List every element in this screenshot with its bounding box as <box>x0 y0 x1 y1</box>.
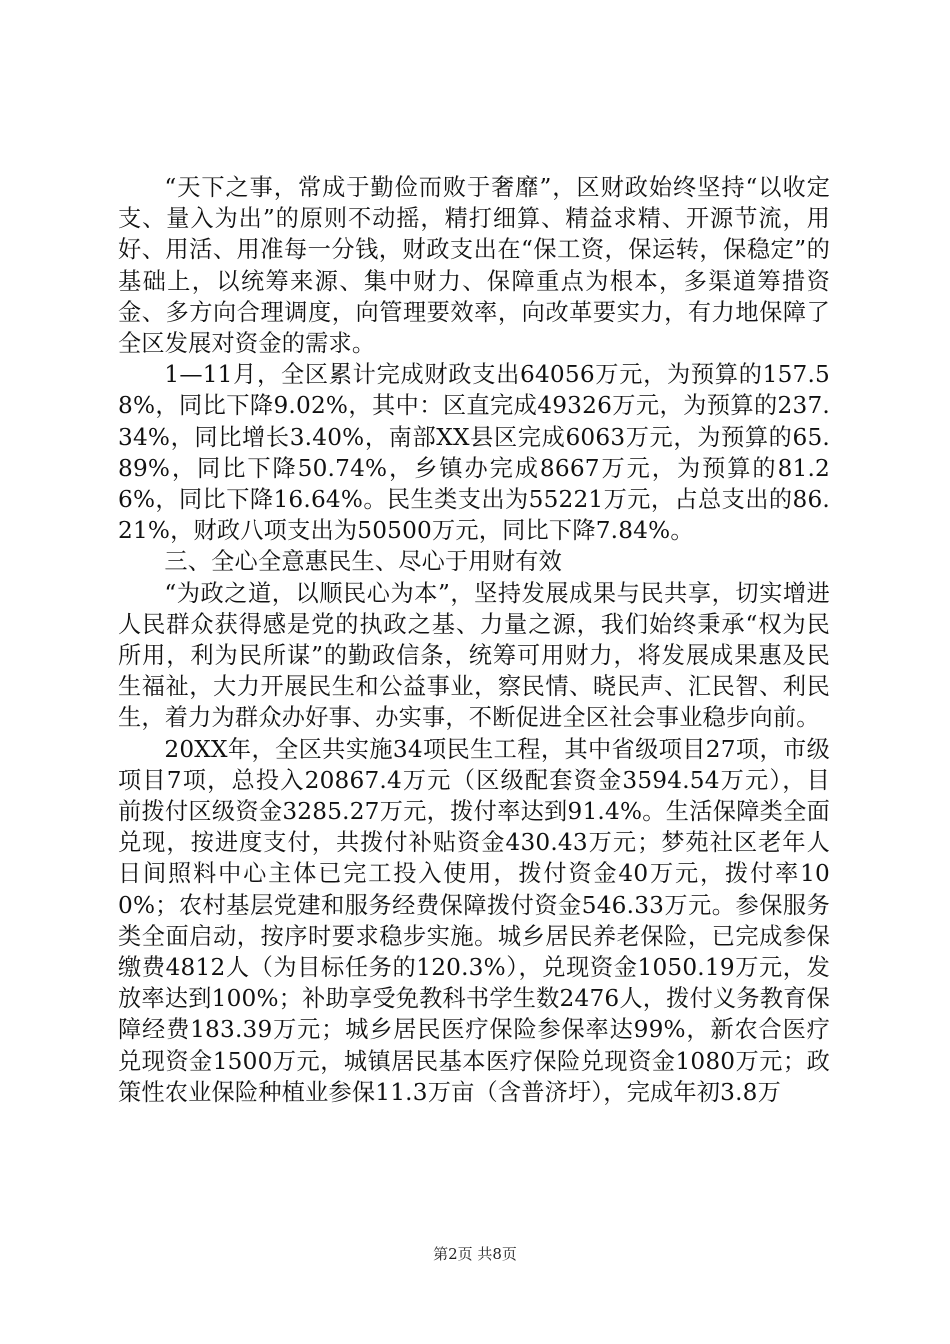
paragraph-livelihood-projects: 20XX年，全区共实施34项民生工程，其中省级项目27项，市级项目7项，总投入20867.4万元（区级配套资金3594.54万元），目前拨付区级资金3285.27万元，拨付率达到91.4%。生活保障类全面兑现，按进度支付，共拨付补贴资金430.43万元；梦苑社区老年人日间照料中心主体已完工投入使用，拨付资金40万元，拨付率100%；农村基层党建和服务经费保障拨付资金546.33万元。参保服务类全面启动，按序时要求稳步实施。城乡居民养老保险，已完成参保缴费4812人（为目标任务的120.3%），兑现资金1050.19万元，发放率达到100%；补助享受免教科书学生数2476人，拨付义务教育保障经费183.39万元；城乡居民医疗保险参保率达99%，新农合医疗兑现资金1500万元，城镇居民基本医疗保险兑现资金1080万元；政策性农业保险种植业参保11.3万亩（含普济圩），完成年初3.8万 <box>118 735 830 1106</box>
section-heading-livelihood: 三、全心全意惠民生、尽心于用财有效 <box>164 548 562 576</box>
paragraph-expenditure-stats: 1—11月，全区累计完成财政支出64056万元，为预算的157.58%，同比下降9.02%，其中：区直完成49326万元，为预算的237.34%，同比增长3.40%，南部XX县区完成6063万元，为预算的65.89%，同比下降50.74%，乡镇办完成8667万元，为预算的81.26%，同比下降16.64%。民生类支出为55221万元，占总支出的86.21%，财政八项支出为50500万元，同比下降7.84%。 <box>118 361 830 545</box>
page-number-footer: 第2页 共8页 <box>433 1245 517 1263</box>
paragraph-frugality: “天下之事，常成于勤俭而败于奢靡”，区财政始终坚持“以收定支、量入为出”的原则不动摇，精打细算、精益求精、开源节流，用好、用活、用准每一分钱，财政支出在“保工资，保运转，保稳定”的基础上，以统筹来源、集中财力、保障重点为根本，多渠道筹措资金、多方向合理调度，向管理要效率，向改革要实力，有力地保障了全区发展对资金的需求。 <box>118 174 830 358</box>
paragraph-governance: “为政之道，以顺民心为本”，坚持发展成果与民共享，切实增进人民群众获得感是党的执政之基、力量之源，我们始终秉承“权为民所用，利为民所谋”的勤政信条，统筹可用财力，将发展成果惠及民生福祉，大力开展民生和公益事业，察民情、晓民声、汇民智、利民生，着力为群众办好事、办实事，不断促进全区社会事业稳步向前。 <box>118 579 830 732</box>
document-body <box>118 172 830 1108</box>
